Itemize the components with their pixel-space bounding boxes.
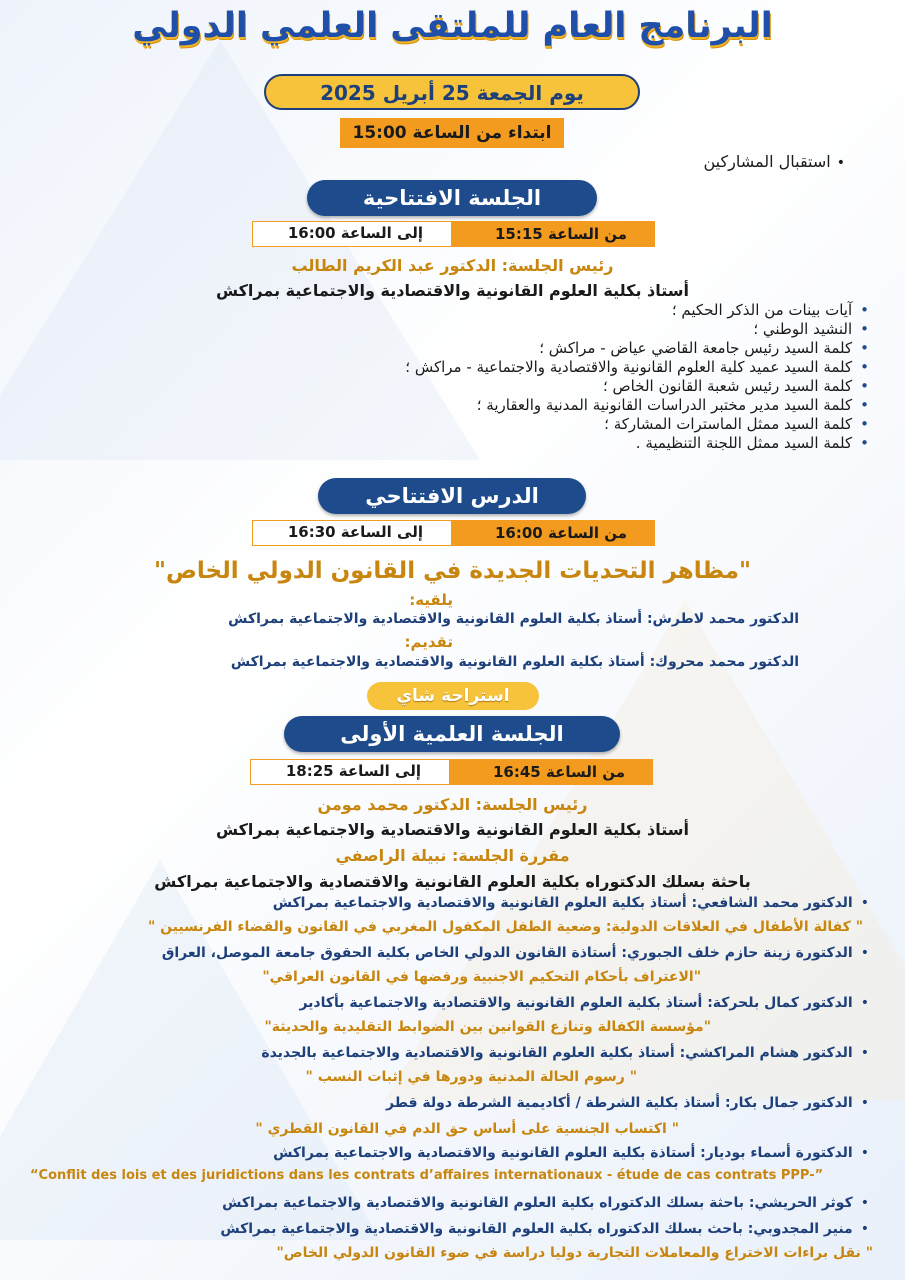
- bullet-icon: •: [860, 415, 869, 433]
- bullet-icon: •: [860, 358, 869, 376]
- talk-speaker: •الدكتورة أسماء بوديار: أستاذة بكلية العلوم القانونية والاقتصادية والاجتماعية بمراكش: [273, 1145, 869, 1161]
- first-session-time-row: [250, 759, 653, 785]
- bullet-icon: •: [860, 434, 869, 452]
- bullet-icon: •: [860, 1145, 869, 1161]
- bullet-icon: •: [860, 945, 869, 961]
- talk-title: " رسوم الحالة المدنية ودورها في إثبات النسب ": [305, 1069, 637, 1085]
- opening-time-to: إلى الساعة 16:00: [252, 221, 452, 247]
- reception-item: [703, 152, 845, 171]
- first-session-chair-affiliation: أستاذ بكلية العلوم القانونية والاقتصادية والاجتماعية بمراكش: [215, 820, 690, 839]
- lesson-time-row: [252, 520, 655, 546]
- agenda-item: •كلمة السيد عميد كلية العلوم القانونية والاقتصادية والاجتماعية - مراكش ؛: [405, 358, 869, 376]
- talk-title: " نقل براءات الاختراع والمعاملات التجارية دوليا دراسة في ضوء القانون الدولي الخاص": [276, 1245, 873, 1261]
- agenda-item: •كلمة السيد ممثل الماسترات المشاركة ؛: [604, 415, 869, 433]
- first-session-chair: رئيس الجلسة: الدكتور محمد مومن: [317, 795, 588, 814]
- agenda-item: •كلمة السيد رئيس جامعة القاضي عياض - مراكش ؛: [539, 339, 869, 357]
- bullet-icon: •: [860, 1195, 869, 1211]
- talk-title: " اكتساب الجنسية على أساس حق الدم في القانون القطري ": [255, 1121, 679, 1137]
- bullet-icon: •: [860, 339, 869, 357]
- start-time-box: ابتداء من الساعة 15:00: [340, 118, 564, 148]
- bullet-icon: •: [860, 1095, 869, 1111]
- talk-speaker: •الدكتور هشام المراكشي: أستاذ بكلية العلوم القانونية والاقتصادية والاجتماعية بالجديدة: [261, 1045, 869, 1061]
- talk-title: " كفالة الأطفال في العلاقات الدولية: وضعية الطفل المكفول المغربي في القانون والقضاء الفرنسيين ": [147, 919, 863, 935]
- lesson-presenter: الدكتور محمد محروك: أستاذ بكلية العلوم القانونية والاقتصادية والاجتماعية بمراكش: [230, 654, 799, 670]
- reception-label: استقبال المشاركين: [703, 152, 831, 171]
- talk-speaker: •كوثر الحريشي: باحثة بسلك الدكتوراه بكلية العلوم القانونية والاقتصادية والاجتماعية بمراكش: [222, 1195, 869, 1211]
- talk-title: “Conflit des lois et des juridictions dans les contrats d’affaires internationaux - étude de cas contrats PPP-”: [30, 1168, 824, 1183]
- agenda-item: •كلمة السيد مدير مختبر الدراسات القانونية المدنية والعقارية ؛: [476, 396, 869, 414]
- first-session-rapporteur: مقررة الجلسة: نبيلة الراصفي: [335, 846, 570, 865]
- agenda-item: •النشيد الوطني ؛: [753, 320, 869, 338]
- bullet-icon: •: [860, 895, 869, 911]
- lesson-time-from: من الساعة 16:00: [452, 520, 655, 546]
- talk-speaker: •الدكتور جمال بكار: أستاذ بكلية الشرطة / أكاديمية الشرطة دولة قطر: [386, 1095, 869, 1111]
- bullet-icon: •: [860, 995, 869, 1011]
- bullet-icon: •: [860, 396, 869, 414]
- bullet-icon: •: [860, 301, 869, 319]
- bullet-icon: •: [860, 1045, 869, 1061]
- talk-speaker: •الدكتور كمال بلحركة: أستاذ بكلية العلوم القانونية والاقتصادية والاجتماعية بأكادير: [299, 995, 869, 1011]
- talk-speaker: •الدكتور محمد الشافعي: أستاذ بكلية العلوم القانونية والاقتصادية والاجتماعية بمراكش: [272, 895, 869, 911]
- opening-agenda-list: [405, 301, 869, 453]
- talk-speaker: •منير المجدوبي: باحث بسلك الدكتوراه بكلية العلوم القانونية والاقتصادية والاجتماعية بمراكش: [220, 1221, 869, 1237]
- opening-time-from: من الساعة 15:15: [452, 221, 655, 247]
- lesson-topic: "مظاهر التحديات الجديدة في القانون الدولي الخاص": [154, 558, 751, 584]
- talk-title: "مؤسسة الكفالة وتنازع القوانين بين الضوابط التقليدية والحديثة": [264, 1019, 711, 1035]
- lesson-speaker: الدكتور محمد لاطرش: أستاذ بكلية العلوم القانونية والاقتصادية والاجتماعية بمراكش: [228, 611, 799, 627]
- opening-chair: رئيس الجلسة: الدكتور عبد الكريم الطالب: [291, 256, 614, 275]
- first-session-rapporteur-affiliation: باحثة بسلك الدكتوراه بكلية العلوم القانونية والاقتصادية والاجتماعية بمراكش: [154, 872, 751, 891]
- delivered-by-label: يلقيه:: [409, 591, 453, 609]
- bullet-icon: •: [860, 320, 869, 338]
- opening-lesson-title: الدرس الافتتاحي: [318, 478, 586, 514]
- first-session-title: الجلسة العلمية الأولى: [284, 716, 620, 752]
- agenda-item: •كلمة السيد رئيس شعبة القانون الخاص ؛: [603, 377, 869, 395]
- bullet-icon: •: [860, 377, 869, 395]
- tea-break-badge: استراحة شاي: [367, 682, 539, 710]
- bullet-icon: •: [860, 1221, 869, 1237]
- date-banner: يوم الجمعة 25 أبريل 2025: [264, 74, 640, 110]
- agenda-item: •آيات بينات من الذكر الحكيم ؛: [671, 301, 869, 319]
- opening-time-row: [252, 221, 655, 247]
- page-title: البرنامج العام للملتقى العلمي الدولي: [132, 6, 773, 46]
- talk-speaker: •الدكتورة زينة حازم خلف الجبوري: أستاذة القانون الدولي الخاص بكلية الحقوق جامعة الموصل، العراق: [161, 945, 869, 961]
- opening-chair-affiliation: أستاذ بكلية العلوم القانونية والاقتصادية والاجتماعية بمراكش: [215, 281, 690, 300]
- talk-title: "الاعتراف بأحكام التحكيم الاجنبية ورفضها في القانون العراقي": [262, 969, 701, 985]
- first-session-time-to: إلى الساعة 18:25: [250, 759, 450, 785]
- lesson-time-to: إلى الساعة 16:30: [252, 520, 452, 546]
- agenda-item: •كلمة السيد ممثل اللجنة التنظيمية .: [635, 434, 869, 452]
- bullet-icon: •: [836, 155, 845, 171]
- presented-by-label: تقديم:: [404, 633, 453, 651]
- first-session-time-from: من الساعة 16:45: [450, 759, 653, 785]
- opening-session-title: الجلسة الافتتاحية: [307, 180, 597, 216]
